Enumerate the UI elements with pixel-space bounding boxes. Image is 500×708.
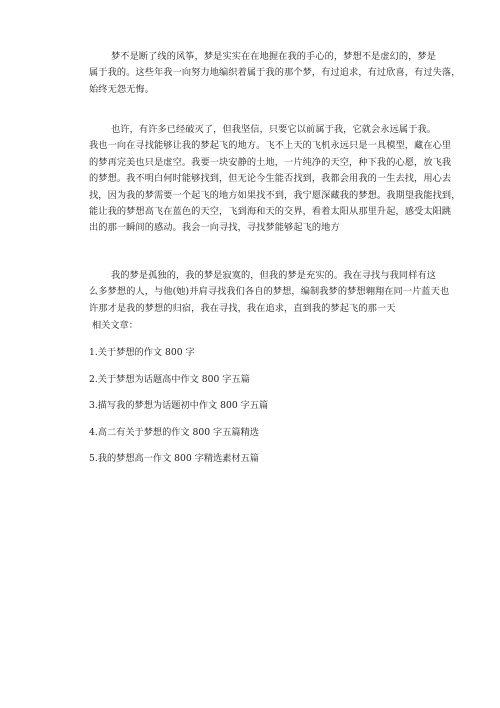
related-article-link[interactable]: 1.关于梦想的作文 800 字 (89, 347, 195, 358)
related-article-link[interactable]: 5.我的梦想高一作文 800 字精选素材五篇 (89, 453, 259, 464)
paragraph-line: 找，因为我的梦需要一个起飞的地方如果找不到，我宁愿深藏我的梦想。我期望我能找到， (89, 189, 461, 201)
paragraph-2 (89, 122, 461, 237)
related-articles-list (89, 345, 419, 478)
paragraph-line: 梦不是断了线的风筝，梦是实实在在地握在我的手心的，梦想不是虚幻的，梦是 (111, 51, 437, 62)
related-articles-title: 相关文章： (92, 320, 138, 331)
list-item (89, 372, 419, 399)
related-article-link[interactable]: 2.关于梦想为话题高中作文 800 字五篇 (89, 373, 250, 385)
paragraph-line: 的梦想。我不明白何时能够找到，但无论今生能否找到，我都会用我的一生去找，用心去 (89, 173, 452, 185)
list-item (89, 398, 419, 425)
paragraph-3 (89, 268, 450, 317)
related-article-link[interactable]: 4.高二有关于梦想的作文 800 字五篇精选 (89, 426, 259, 438)
paragraph-line: 能让我的梦想高飞在蓝色的天空，飞到海和天的交界，看着太阳从那里升起，感受太阳跳 (89, 206, 452, 218)
related-articles (89, 317, 419, 478)
paragraph-line: 也许，有许多已经破灭了，但我坚信，只要它以前属于我，它就会永远属于我。 (111, 124, 437, 135)
list-item (89, 425, 419, 452)
related-article-link[interactable]: 3.描写我的梦想为话题初中作文 800 字五篇 (89, 400, 269, 411)
paragraph-line: 始终无怨无悔。 (89, 83, 155, 95)
paragraph-line: 出的那一瞬间的感动。我会一向寻找，寻找梦能够起飞的地方 (89, 222, 340, 234)
list-item (89, 345, 419, 372)
paragraph-line: 属于我的。这些年我一向努力地编织着属于我的那个梦，有过追求，有过欣喜，有过失落， (89, 67, 461, 79)
paragraph-line: 我也一向在寻找能够让我的梦起飞的地方。飞不上天的飞机永远只是一具模型，藏在心里 (89, 140, 452, 152)
list-item (89, 451, 419, 478)
paragraph-line: 么多梦想的人，与他(她)并肩寻找我们各自的梦想，编制我梦的梦想翱翔在同一片蓝天也 (89, 286, 450, 298)
paragraph-line: 许那才是我的梦想的归宿，我在寻找，我在追求，直到我的梦起飞的那一天 (89, 302, 396, 314)
paragraph-line: 的梦再完美也只是虚空。我要一块安静的土地，一片纯净的天空，种下我的心愿，放飞我 (89, 156, 452, 168)
paragraph-1 (89, 49, 461, 98)
paragraph-line: 我的梦是孤独的，我的梦是寂寞的，但我的梦是充实的。我在寻找与我同样有这 (111, 270, 437, 281)
